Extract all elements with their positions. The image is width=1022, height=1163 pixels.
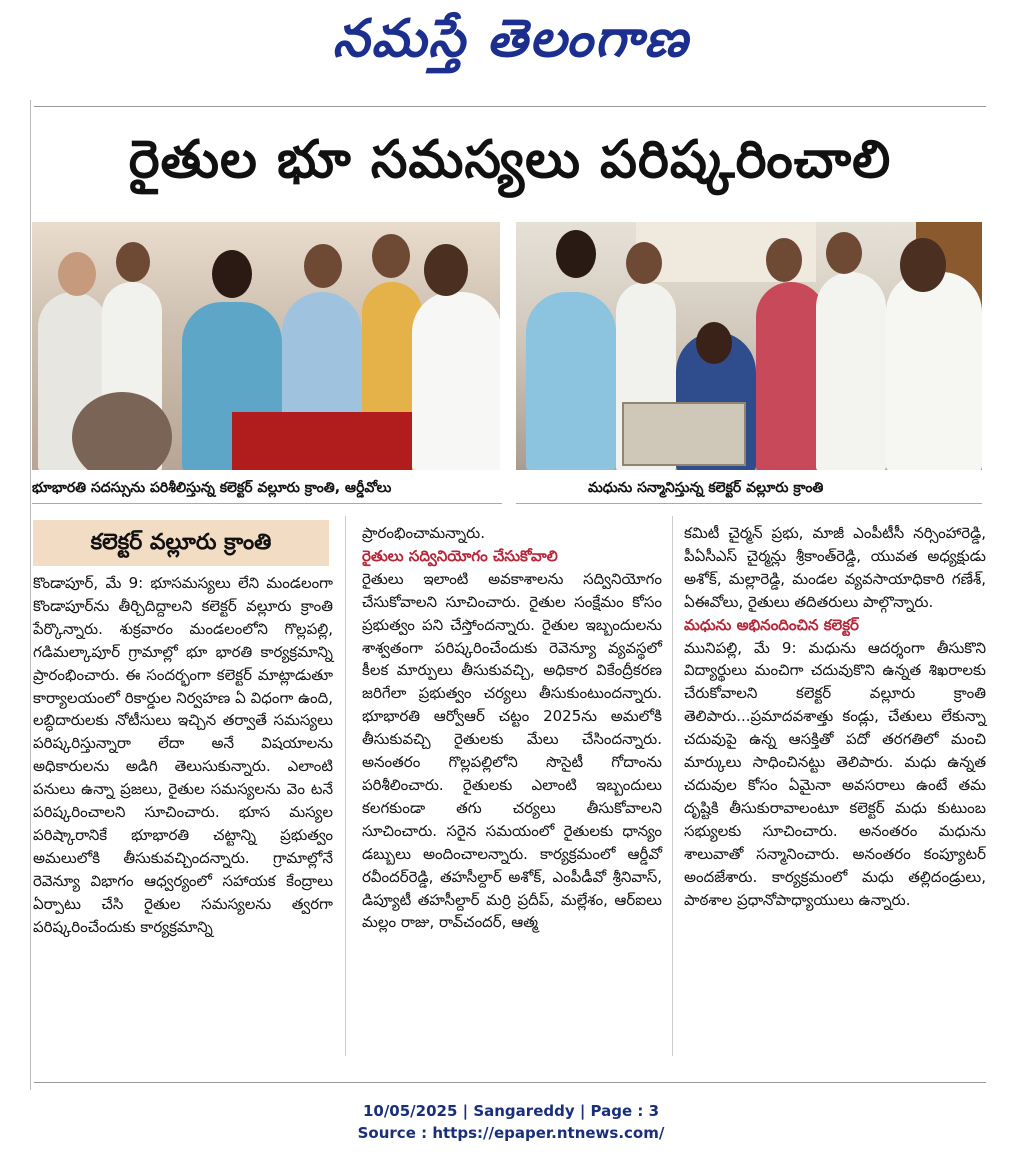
body-text: మునిపల్లి, మే 9: మధును ఆదర్శంగా తీసుకొని విద్యార్థులు మంచిగా చదువుకొని ఉన్నత శిఖరాలకు చేరుకోవాలని కలెక్టర్ వల్లూరు క్రాంతి తెలిపారు...ప్రమాదవశాత్తు కండ్లు, చేతులు లేకున్నా చదువుపై ఉన్న ఆసక్తితో పదో తరగతిలో మంచి మార్కులు సాధించినట్టు తెలిపారు. మధు ఉన్నత చదువుల కోసం ఏమైనా అవసరాలు ఉంటే తమ దృష్టికి తీసుకురావాలంటూ కలెక్టర్ మధు కుటుంబ సభ్యులకు సూచించారు. అనంతరం మధును శాలువాతో సన్మానించారు. అనంతరం కంప్యూటర్ అందజేశారు. కార్యక్రమంలో మధు తల్లిదండ్రులు, పాఠశాల ప్రధానోపాధ్యాయులు ఉన్నారు. — [684, 638, 986, 909]
footer-edition-info: 10/05/2025 | Sangareddy | Page : 3 — [362, 1102, 660, 1120]
photo-inspection — [32, 222, 500, 470]
footer-rule — [34, 1082, 986, 1083]
section-subhead: మధును అభినందించిన కలెక్టర్ — [684, 615, 859, 634]
masthead — [0, 0, 1022, 90]
page-footer — [0, 1100, 1022, 1144]
article-headline: రైతుల భూ సమస్యలు పరిష్కరించాలి — [128, 129, 892, 190]
header-rule — [34, 106, 986, 107]
body-text: కమిటీ చైర్మన్ ప్రభు, మాజీ ఎంపీటీసీ నర్సింహారెడ్డి, పీఏసీఎస్ చైర్మన్లు శ్రీకాంత్‌రెడ్డి, యువత అధ్యక్షుడు అశోక్, మల్లారెడ్డి, మండల వ్యవసాయాధికారి గణేశ్, ఏఈవోలు, రైతులు తదితరులు పాల్గొన్నారు. — [684, 524, 986, 611]
section-subhead: రైతులు సద్వినియోగం చేసుకోవాలి — [362, 546, 558, 565]
article-column-2 — [362, 522, 662, 934]
body-text: కొండాపూర్, మే 9: భూసమస్యలు లేని మండలంగా కొండాపూర్‌ను తీర్చిదిద్దాలని కలెక్టర్ వల్లూరు క్రాంతి పేర్కొన్నారు. శుక్రవారం మండలంలోని గొల్లపల్లి, గడిమల్కాపూర్ గ్రామాల్లో భూ భారతి కార్యక్రమాన్ని ప్రారంభించారు. ఈ సందర్భంగా కలెక్టర్ మాట్లాడుతూ కార్యాలయంలో రికార్డుల నిర్వహణ ఏ విధంగా ఉంది, లబ్ధిదారులకు నోటీసులు ఇచ్చిన తర్వాతే సమస్యలు పరిష్కరిస్తున్నారా లేదా అనే విషయాలను అధికారులను అడిగి తెలుసుకున్నారు. ఎలాంటి పనులు ఉన్నా ప్రజలు, రైతుల సమస్యలను వెం టనే పరిష్కరించాలని సూచించారు. భూస మస్యల పరిష్కారానికే భూభారతి చట్టాన్ని ప్రభుత్వం అమలులోకి తీసుకువచ్చిందన్నారు. గ్రామాల్లోనే రెవెన్యూ విభాగం ఆధ్వర్యంలో సహాయక కేంద్రాలు ఏర్పాటు చేసి రైతుల సమస్యలను త్వరగా పరిష్కరించేందుకు కార్యక్రమాన్ని — [33, 574, 333, 936]
article-kicker: కలెక్టర్ వల్లూరు క్రాంతి — [33, 520, 329, 566]
article-column-1 — [33, 572, 333, 939]
caption-rule-right — [516, 503, 982, 504]
photo-caption-right: మధును సన్మానిస్తున్న కలెక్టర్ వల్లూరు క్రాంతి — [588, 480, 824, 496]
caption-rule-left — [32, 503, 502, 504]
page-left-rule — [30, 100, 31, 1090]
body-text: ప్రారంభించామన్నారు. — [362, 524, 486, 542]
footer-source-link[interactable]: Source : https://epaper.ntnews.com/ — [357, 1124, 665, 1142]
article-column-3 — [684, 522, 986, 911]
photo-caption-left: భూభారతి సదస్సును పరిశీలిస్తున్న కలెక్టర్ వల్లూరు క్రాంతి, ఆర్డీవోలు — [32, 480, 392, 496]
column-divider — [672, 516, 673, 1056]
newspaper-logo: నమస్తే తెలంగాణ — [332, 8, 690, 69]
body-text: రైతులు ఇలాంటి అవకాశాలను సద్వినియోగం చేసుకోవాలని సూచించారు. రైతుల సంక్షేమం కోసం ప్రభుత్వం పని చేస్తోందన్నారు. రైతుల ఇబ్బందులను శాశ్వతంగా పరిష్కరించేందుకు రెవెన్యూ వ్యవస్థలో కీలక మార్పులు తీసుకువచ్చి, అధికార వికేంద్రీకరణ జరిగేలా ప్రభుత్వం చర్యలు తీసుకుంటుందన్నారు. భూభారతి ఆర్వోఆర్ చట్టం 2025ను అమలోకి తీసుకువచ్చి రైతులకు మేలు చేసిందన్నారు. అనంతరం గొల్లపల్లిలోని సొసైటీ గోదాంను పరిశీలించారు. రైతులకు ఎలాంటి ఇబ్బందులు కలగకుండా తగు చర్యలు తీసుకోవాలని సూచించారు. సరైన సమయంలో రైతులకు ధాన్యం డబ్బులు అందించాలన్నారు. కార్యక్రమంలో ఆర్డీవో రవీందర్‌రెడ్డి, తహసీల్దార్ అశోక్, ఎంపీడీవో శ్రీనివాస్, డిప్యూటీ తహసీల్దార్ మర్రి ప్రదీప్, మల్లేశం, ఆర్‌ఐలు మల్లం రాజు, రావ్‌చందర్, ఆత్మ — [362, 569, 662, 932]
photo-felicitation — [516, 222, 982, 470]
column-divider — [345, 516, 346, 1056]
